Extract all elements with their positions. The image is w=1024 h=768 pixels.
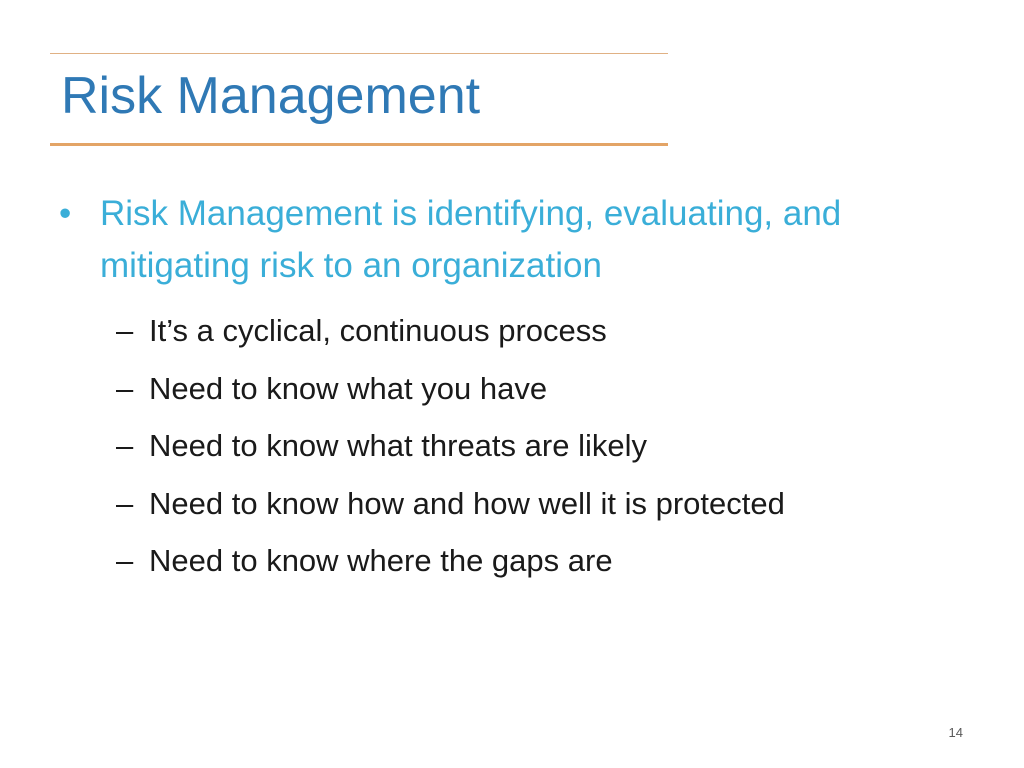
dash-marker: – [116, 370, 134, 406]
sub-bullet-item [116, 417, 996, 475]
sub-bullet-item [116, 360, 996, 418]
title-bottom-rule [50, 143, 668, 146]
bullet-marker: • [59, 194, 72, 233]
sub-bullet-text: It’s a cyclical, continuous process [149, 313, 607, 348]
sub-bullet-list [116, 302, 996, 590]
sub-bullet-text: Need to know what you have [149, 370, 548, 406]
main-bullet-text: Risk Management is identifying, evaluating, and mitigating risk to an organization [100, 194, 842, 285]
sub-bullet-item [116, 532, 996, 590]
sub-bullet-text: Need to know where the gaps are [149, 543, 613, 578]
sub-bullet-item [116, 475, 996, 533]
slide-title: Risk Management [61, 67, 481, 125]
dash-marker: – [116, 428, 134, 463]
page-number: 14 [948, 725, 963, 740]
dash-marker: – [116, 543, 134, 578]
sub-bullet-text: Need to know how and how well it is protected [149, 485, 785, 521]
dash-marker: – [116, 485, 134, 521]
sub-bullet-text: Need to know what threats are likely [149, 428, 647, 463]
title-top-rule [50, 53, 668, 54]
sub-bullet-item [116, 302, 996, 360]
main-bullet [59, 188, 959, 292]
dash-marker: – [116, 313, 134, 348]
